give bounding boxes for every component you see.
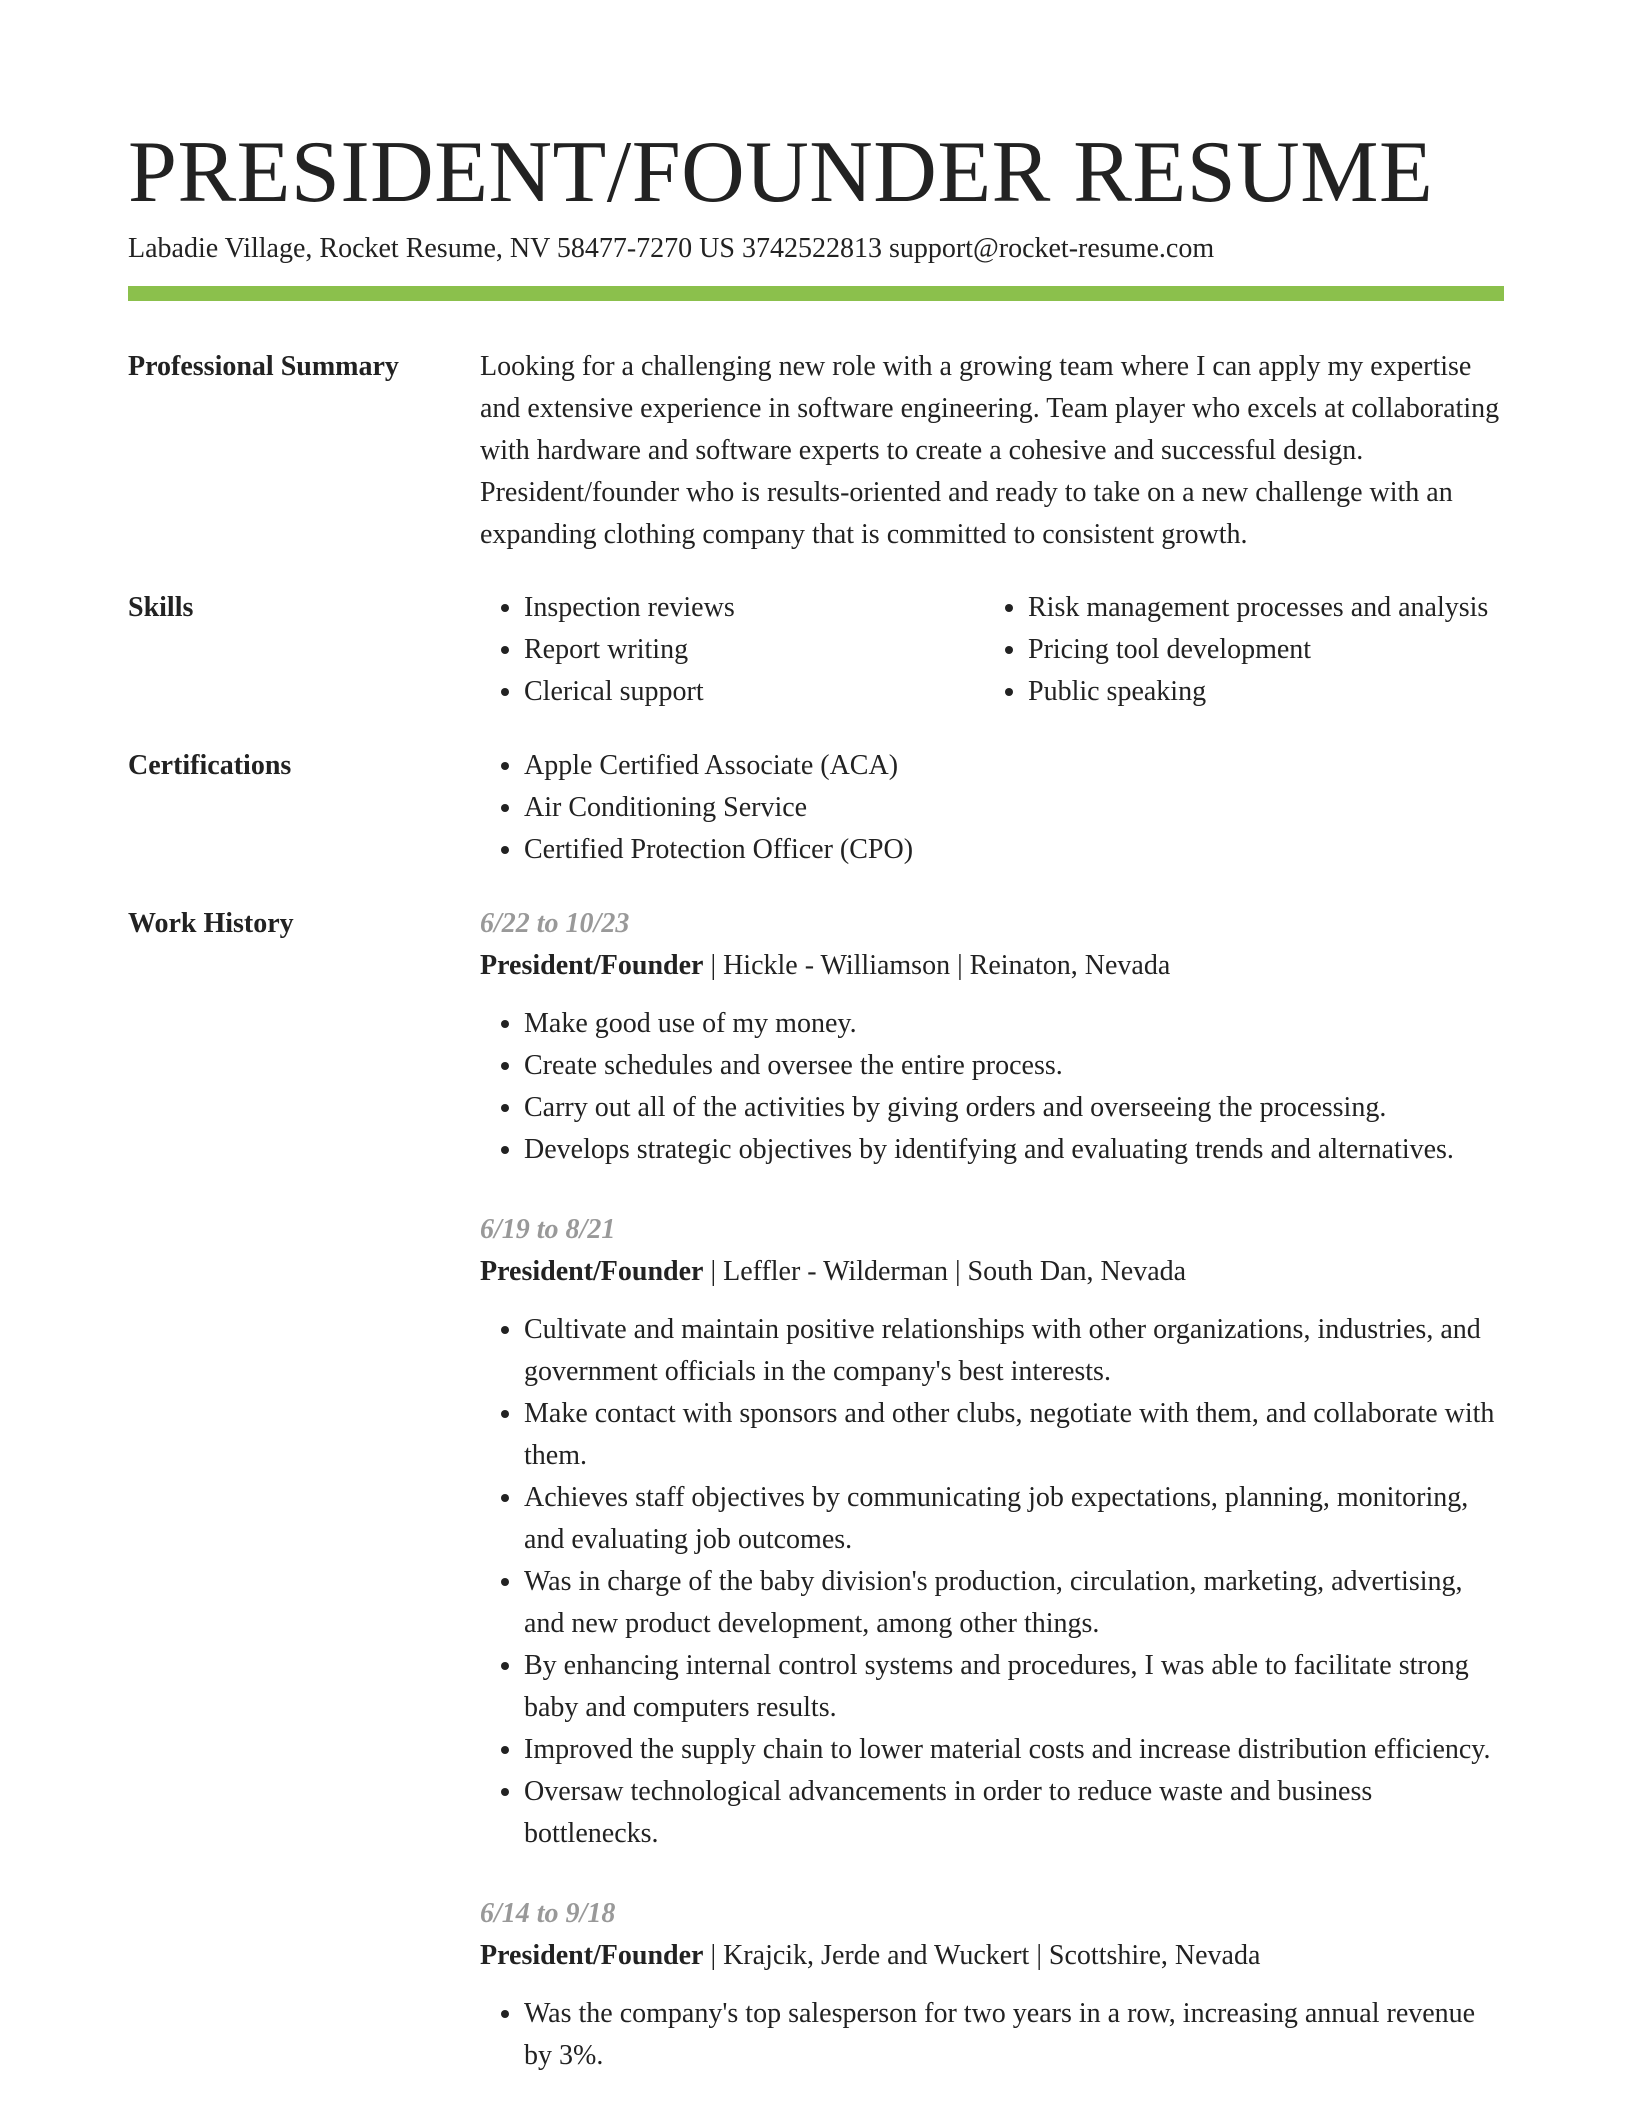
skill-item: • Pricing tool development	[1028, 629, 1488, 671]
skills-list-left	[480, 587, 984, 713]
skill-item: • Public speaking	[1028, 671, 1488, 713]
job-details: | Krajcik, Jerde and Wuckert | Scottshire, Nevada	[703, 1940, 1261, 1971]
certifications-list	[480, 745, 1504, 871]
job-date: 6/19 to 8/21	[480, 1214, 616, 1245]
skill-item: • Risk management processes and analysis	[1028, 587, 1488, 629]
job-bullet: • Make good use of my money.	[524, 1003, 1504, 1045]
skill-item: • Inspection reviews	[524, 587, 984, 629]
certifications-heading: Certifications	[128, 750, 292, 781]
certifications-body	[480, 745, 1504, 871]
summary-text: Looking for a challenging new role with a growing team where I can apply my expertise and extensive experience in software engineering. Team player who excels at collaborating with hardware and software experts to create a cohesive and successful design. President/founder who is results-oriented and ready to take on a new challenge with an expanding clothing company that is committed to consistent growth.	[480, 351, 1500, 550]
job-title: President/Founder	[480, 1256, 704, 1287]
contact-line: Labadie Village, Rocket Resume, NV 58477-7270 US 3742522813 support@rocket-resume.com	[128, 233, 1215, 264]
skill-item: • Clerical support	[524, 671, 984, 713]
work-history-heading: Work History	[128, 908, 294, 939]
job-bullet: • Carry out all of the activities by giving orders and overseeing the processing.	[524, 1087, 1504, 1129]
job-title: President/Founder	[480, 1940, 704, 1971]
job-bullet: • Make contact with sponsors and other clubs, negotiate with them, and collaborate with them.	[524, 1393, 1504, 1477]
job-bullet: • Oversaw technological advancements in order to reduce waste and business bottlenecks.	[524, 1771, 1504, 1855]
skills-list-right	[984, 587, 1488, 713]
job-bullet: • By enhancing internal control systems and procedures, I was able to facilitate strong baby and computers results.	[524, 1645, 1504, 1729]
certification-item: • Certified Protection Officer (CPO)	[524, 829, 1504, 871]
job-date: 6/14 to 9/18	[480, 1898, 616, 1929]
job-bullet: • Create schedules and oversee the entire process.	[524, 1045, 1504, 1087]
certification-item: • Apple Certified Associate (ACA)	[524, 745, 1504, 787]
job-details: | Hickle - Williamson | Reinaton, Nevada	[703, 950, 1171, 981]
job-bullet: • Achieves staff objectives by communicating job expectations, planning, monitoring, and evaluating job outcomes.	[524, 1477, 1504, 1561]
job-details: | Leffler - Wilderman | South Dan, Nevada	[703, 1256, 1187, 1287]
work-history-body	[480, 903, 1504, 2077]
job-entry	[480, 1209, 1504, 1855]
job-title: President/Founder	[480, 950, 704, 981]
skills-heading: Skills	[128, 592, 194, 623]
job-bullet: • Develops strategic objectives by identifying and evaluating trends and alternatives.	[524, 1129, 1504, 1171]
job-entry	[480, 903, 1504, 1171]
job-bullets	[480, 1993, 1504, 2077]
job-date: 6/22 to 10/23	[480, 908, 630, 939]
summary-heading: Professional Summary	[128, 351, 399, 382]
job-bullet: • Was the company's top salesperson for two years in a row, increasing annual revenue by 3%.	[524, 1993, 1504, 2077]
job-heading	[480, 1251, 1504, 1293]
job-bullet: • Was in charge of the baby division's production, circulation, marketing, advertising, and new product development, among other things.	[524, 1561, 1504, 1645]
resume-title: PRESIDENT/FOUNDER RESUME	[128, 124, 1434, 221]
certification-item: • Air Conditioning Service	[524, 787, 1504, 829]
job-entry	[480, 1893, 1504, 2077]
job-heading	[480, 945, 1504, 987]
skill-item: • Report writing	[524, 629, 984, 671]
job-bullets	[480, 1003, 1504, 1171]
job-bullet: • Improved the supply chain to lower material costs and increase distribution efficiency.	[524, 1729, 1504, 1771]
job-bullet: • Cultivate and maintain positive relationships with other organizations, industries, and government officials in the company's best interests.	[524, 1309, 1504, 1393]
accent-divider	[128, 286, 1504, 301]
job-bullets	[480, 1309, 1504, 1855]
skills-columns	[480, 587, 1504, 713]
summary-body	[480, 346, 1504, 556]
job-heading	[480, 1935, 1504, 1977]
